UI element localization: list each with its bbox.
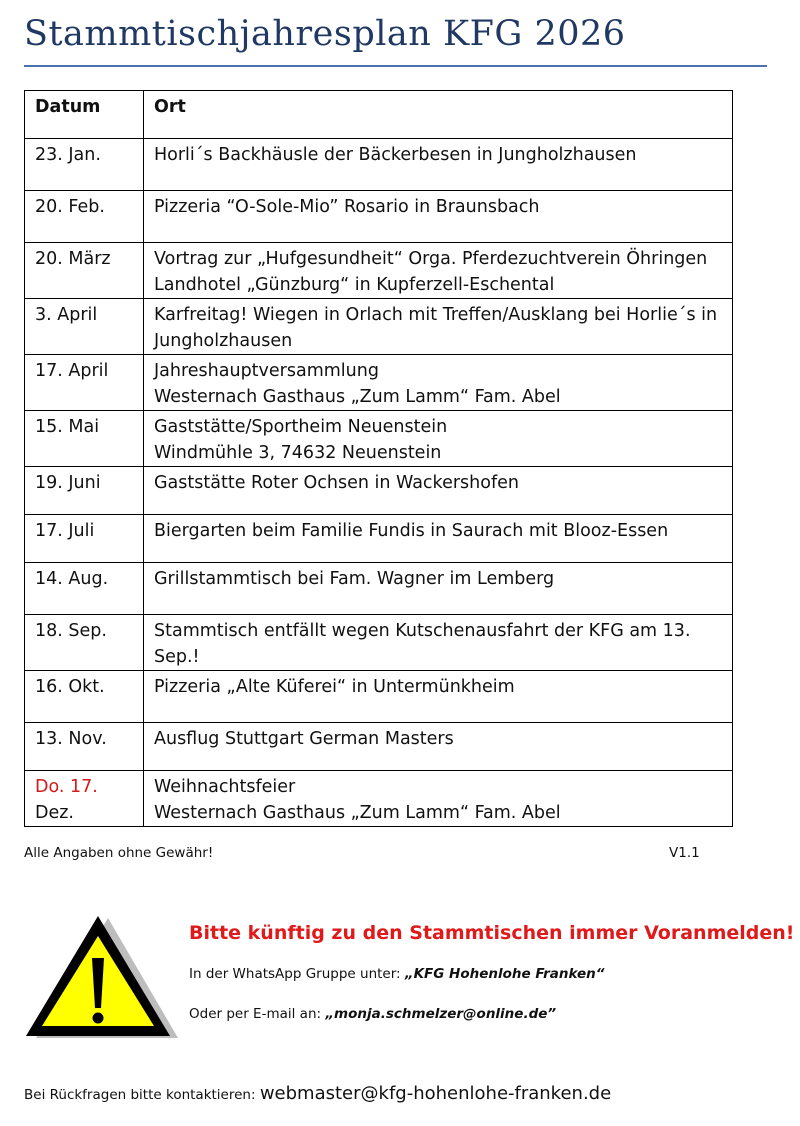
place-cell <box>144 671 733 723</box>
contact-line <box>24 1083 611 1104</box>
version-label: V1.1 <box>669 845 700 861</box>
date-text: 18. Sep. <box>35 621 107 641</box>
contact-label: Bei Rückfragen bitte kontaktieren: <box>24 1087 260 1103</box>
place-line: Horli´s Backhäusle der Bäckerbesen in Jungholzhausen <box>154 145 637 165</box>
table-row <box>25 615 733 671</box>
place-line: Windmühle 3, 74632 Neuenstein <box>154 443 442 463</box>
place-cell <box>144 771 733 827</box>
place-line: Gaststätte Roter Ochsen in Wackershofen <box>154 473 519 493</box>
place-cell <box>144 563 733 615</box>
date-cell <box>25 191 144 243</box>
email-line <box>189 1006 556 1022</box>
warning-triangle-icon <box>20 912 180 1044</box>
table-row <box>25 191 733 243</box>
place-line: Jungholzhausen <box>154 331 293 351</box>
whatsapp-line <box>189 966 604 982</box>
date-cell <box>25 467 144 515</box>
table-row <box>25 243 733 299</box>
table-row <box>25 139 733 191</box>
place-cell <box>144 355 733 411</box>
place-cell <box>144 615 733 671</box>
date-cell <box>25 139 144 191</box>
whatsapp-label: In der WhatsApp Gruppe unter: <box>189 966 405 982</box>
table-row <box>25 771 733 827</box>
table-row <box>25 411 733 467</box>
date-text: 14. Aug. <box>35 569 109 589</box>
place-line: Westernach Gasthaus „Zum Lamm“ Fam. Abel <box>154 387 561 407</box>
table-row <box>25 723 733 771</box>
header-datum: Datum <box>25 91 144 139</box>
place-cell <box>144 243 733 299</box>
date-cell <box>25 723 144 771</box>
place-line: Biergarten beim Familie Fundis in Saurach mit Blooz-Essen <box>154 521 669 541</box>
schedule-body <box>25 139 733 827</box>
place-cell <box>144 467 733 515</box>
disclaimer: Alle Angaben ohne Gewähr! <box>24 845 214 861</box>
place-cell <box>144 723 733 771</box>
table-row <box>25 355 733 411</box>
table-row <box>25 563 733 615</box>
notice-heading: Bitte künftig zu den Stammtischen immer Voranmelden! <box>189 922 795 944</box>
date-cell <box>25 411 144 467</box>
place-line: Karfreitag! Wiegen in Orlach mit Treffen/Ausklang bei Horlie´s in <box>154 305 718 325</box>
place-cell <box>144 299 733 355</box>
place-line: Pizzeria „Alte Küferei“ in Untermünkheim <box>154 677 515 697</box>
date-text: 16. Okt. <box>35 677 105 697</box>
date-text: 20. Feb. <box>35 197 105 217</box>
place-cell <box>144 191 733 243</box>
place-cell <box>144 411 733 467</box>
date-text: 19. Juni <box>35 473 101 493</box>
schedule-table <box>24 90 733 827</box>
place-line: Jahreshauptversammlung <box>154 361 379 381</box>
date-cell <box>25 771 144 827</box>
place-line: Landhotel „Günzburg“ in Kupferzell-Eschental <box>154 275 555 295</box>
date-text: 15. Mai <box>35 417 100 437</box>
place-line: Ausflug Stuttgart German Masters <box>154 729 454 749</box>
date-text: 20. März <box>35 249 111 269</box>
date-month: Dez. <box>35 803 74 823</box>
place-line: Vortrag zur „Hufgesundheit“ Orga. Pferdezuchtverein Öhringen <box>154 249 708 269</box>
place-cell <box>144 139 733 191</box>
date-cell <box>25 299 144 355</box>
whatsapp-group-name: „KFG Hohenlohe Franken“ <box>404 966 605 982</box>
table-row <box>25 299 733 355</box>
place-line: Weihnachtsfeier <box>154 777 296 797</box>
date-cell <box>25 515 144 563</box>
date-cell <box>25 671 144 723</box>
date-text: 17. Juli <box>35 521 95 541</box>
place-line: Westernach Gasthaus „Zum Lamm“ Fam. Abel <box>154 803 561 823</box>
date-text: 3. April <box>35 305 98 325</box>
page-title: Stammtischjahresplan KFG 2026 <box>24 14 626 54</box>
date-text: 23. Jan. <box>35 145 101 165</box>
signup-email: „monja.schmelzer@online.de” <box>325 1006 557 1022</box>
date-cell <box>25 243 144 299</box>
date-cell <box>25 563 144 615</box>
place-line: Gaststätte/Sportheim Neuenstein <box>154 417 448 437</box>
email-label: Oder per E-mail an: <box>189 1006 326 1022</box>
place-line: Stammtisch entfällt wegen Kutschenausfahrt der KFG am 13. Sep.! <box>154 621 691 667</box>
title-underline <box>24 65 767 67</box>
table-row <box>25 671 733 723</box>
date-text: 17. April <box>35 361 109 381</box>
header-ort: Ort <box>144 91 733 139</box>
place-line: Grillstammtisch bei Fam. Wagner im Lemberg <box>154 569 555 589</box>
table-header-row <box>25 91 733 139</box>
date-cell <box>25 615 144 671</box>
place-cell <box>144 515 733 563</box>
date-highlight: Do. 17. <box>35 777 98 797</box>
place-line: Pizzeria “O-Sole-Mio” Rosario in Braunsbach <box>154 197 540 217</box>
table-row <box>25 467 733 515</box>
table-row <box>25 515 733 563</box>
contact-email-link[interactable]: webmaster@kfg-hohenlohe-franken.de <box>259 1083 612 1104</box>
date-text: 13. Nov. <box>35 729 107 749</box>
date-cell <box>25 355 144 411</box>
